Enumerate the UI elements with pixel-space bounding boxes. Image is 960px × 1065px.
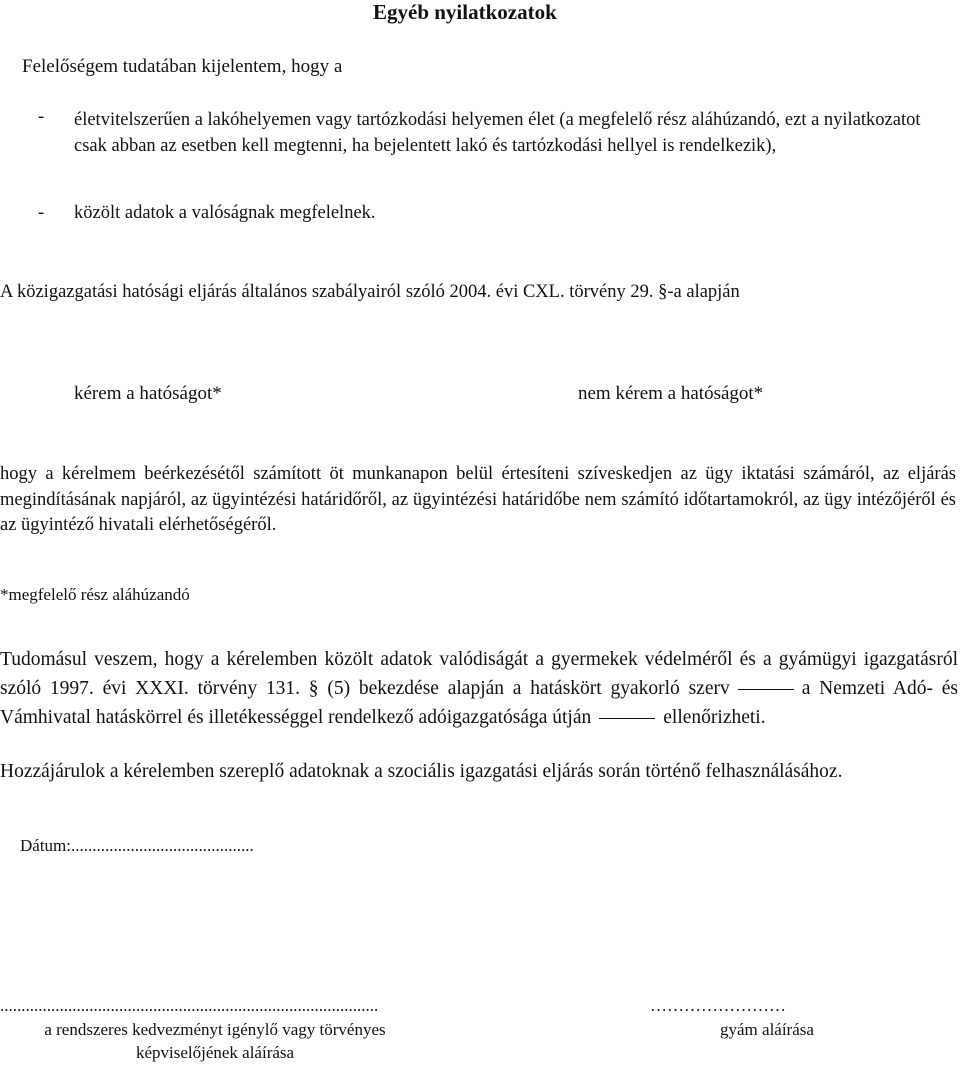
bullet-item-data-truth: közölt adatok a valóságnak megfelelnek.	[74, 203, 376, 223]
notification-text: hogy a kérelmem beérkezésétől számított öt munkanapon belül értesíteni szíveskedjen az ügy iktatási számáról, az eljárás megindításának napjáról, az ügyintézési határidőről, az ügyintézési határidőbe nem számító időtartamokról, az ügy intézőjéről és az ügyintéző hivatali elérhetőségéről.	[0, 464, 956, 535]
date-field[interactable]: Dátum:...........................................	[20, 836, 254, 855]
consent-paragraph: Hozzájárulok a kérelemben szereplő adatoknak a szociális igazgatási eljárás során történő felhasználásához.	[0, 761, 843, 782]
signature-line-applicant[interactable]: .........................................................................................	[0, 996, 379, 1015]
bullet-dash: -	[38, 203, 45, 223]
acknowledgement-part2: a Nemzeti Adó- és Vámhivatal hatáskörrel és illetékességgel rendelkező adóigazgatósága útján	[0, 678, 958, 728]
dash-separator	[738, 689, 794, 691]
option-no-request[interactable]: nem kérem a hatóságot*	[578, 383, 764, 404]
law-reference: A közigazgatási hatósági eljárás általános szabályairól szóló 2004. évi CXL. törvény 29. §-a alapján	[0, 282, 740, 302]
signature-label-guardian: gyám aláírása	[720, 1020, 814, 1039]
acknowledgement-part1: Tudomásul veszem, hogy a kérelemben közölt adatok valódiságát a gyermekek védelméről és a gyámügyi igazgatásról szóló 1997. évi XXXI. törvény 131. § (5) bekezdése alapján a hatáskört gyakorló szerv	[0, 649, 958, 699]
acknowledgement-paragraph	[0, 645, 958, 732]
intro-text: Felelőségem tudatában kijelentem, hogy a	[22, 56, 343, 77]
option-request[interactable]: kérem a hatóságot*	[74, 383, 222, 404]
acknowledgement-part3: ellenőrizheti.	[663, 707, 766, 728]
bullet-item-residence: életvitelszerűen a lakóhelyemen vagy tartózkodási helyemen élet (a megfelelő rész aláhúzandó, ezt a nyilatkozatot csak abban az esetben kell megtenni, ha bejelentett lakó és tartózkodási hellyel is rendelkezik),	[74, 110, 921, 156]
signature-label-applicant: a rendszeres kedvezményt igénylő vagy törvényes képviselőjének aláírása	[44, 1020, 386, 1062]
bullet-dash: -	[38, 107, 45, 127]
page-title: Egyéb nyilatkozatok	[373, 0, 557, 24]
footnote: *megfelelő rész aláhúzandó	[0, 585, 190, 604]
signature-line-guardian[interactable]: ……………………	[650, 996, 786, 1015]
dash-separator	[599, 718, 655, 720]
